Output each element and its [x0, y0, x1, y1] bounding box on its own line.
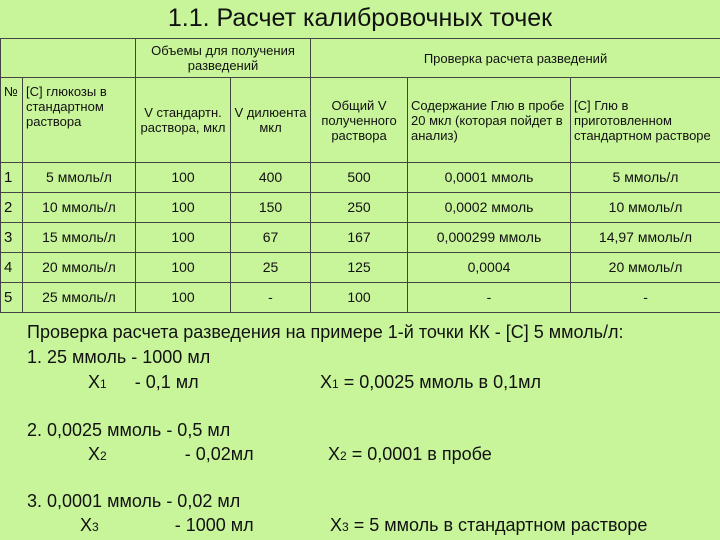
step1-line-a: 1. 25 ммоль - 1000 мл [27, 347, 211, 367]
step2-line-a: 2. 0,0025 ммоль - 0,5 мл [27, 420, 231, 440]
cell-v-total: 167 [311, 223, 408, 253]
cell-conc-prepared: 10 ммоль/л [571, 193, 720, 223]
empty-header-cell [1, 39, 136, 78]
row-number: 4 [1, 253, 23, 283]
cell-v-std: 100 [136, 253, 231, 283]
step3-value: - 1000 мл [174, 515, 254, 535]
step3-result-var: X [330, 515, 343, 535]
group-header-row [1, 39, 720, 78]
cell-conc: 25 ммоль/л [23, 283, 136, 313]
cell-v-dil: 400 [231, 163, 311, 193]
cell-conc-prepared: 5 ммоль/л [571, 163, 720, 193]
cell-content: 0,0001 ммоль [408, 163, 571, 193]
step3-result [330, 515, 647, 536]
step3-result-value: = 5 ммоль в стандартном растворе [353, 515, 648, 535]
column-header-content: Содержание Глю в пробе 20 мкл (которая пойдет в анализ) [408, 78, 571, 163]
calibration-table [0, 38, 720, 313]
table-row [1, 163, 720, 193]
column-header-row [1, 78, 720, 163]
column-header-conc: [C] глюкозы в стандартном раствора [23, 78, 136, 163]
step1-result-var: X [320, 372, 333, 392]
step2-var-sub: 2 [100, 449, 107, 463]
step1-result [320, 372, 541, 393]
calculation-notes [0, 320, 720, 540]
step3-line-a: 3. 0,0001 ммоль - 0,02 мл [27, 491, 241, 511]
page-title: 1.1. Расчет калибровочных точек [167, 4, 553, 32]
step2-line-b [88, 444, 254, 465]
step1-value: - 0,1 мл [134, 372, 199, 392]
cell-conc: 15 ммоль/л [23, 223, 136, 253]
cell-conc: 20 ммоль/л [23, 253, 136, 283]
column-header-v-total: Общий V полученного раствора [311, 78, 408, 163]
table-row [1, 253, 720, 283]
step1-result-value: = 0,0025 ммоль в 0,1мл [343, 372, 541, 392]
step1-var: X [88, 372, 101, 392]
group-header-volumes: Объемы для получения разведений [136, 39, 311, 78]
cell-conc-prepared: 14,97 ммоль/л [571, 223, 720, 253]
cell-v-dil: 25 [231, 253, 311, 283]
cell-v-std: 100 [136, 223, 231, 253]
cell-conc-prepared: - [571, 283, 720, 313]
cell-content: 0,0002 ммоль [408, 193, 571, 223]
column-header-v-dil: V дилюента мкл [231, 78, 311, 163]
step2-value: - 0,02мл [184, 444, 254, 464]
row-number: 3 [1, 223, 23, 253]
cell-v-dil: - [231, 283, 311, 313]
group-header-check: Проверка расчета разведений [311, 39, 720, 78]
step1-line-b [88, 372, 199, 393]
cell-v-std: 100 [136, 283, 231, 313]
cell-conc-prepared: 20 ммоль/л [571, 253, 720, 283]
row-number: 1 [1, 163, 23, 193]
cell-v-total: 250 [311, 193, 408, 223]
table-row [1, 283, 720, 313]
row-number: 5 [1, 283, 23, 313]
cell-v-total: 100 [311, 283, 408, 313]
step2-result-value: = 0,0001 в пробе [351, 444, 492, 464]
column-header-v-std: V стандартн. раствора, мкл [136, 78, 231, 163]
step2-result-var: X [328, 444, 341, 464]
step2-result-sub: 2 [340, 449, 347, 463]
step2-result [328, 444, 492, 465]
notes-intro: Проверка расчета разведения на примере 1-й точки КК - [C] 5 ммоль/л: [27, 322, 624, 342]
step1-result-sub: 1 [332, 377, 339, 391]
cell-conc: 5 ммоль/л [23, 163, 136, 193]
step3-var: X [80, 515, 93, 535]
step1-var-sub: 1 [100, 377, 107, 391]
table-row [1, 223, 720, 253]
cell-content: 0,0004 [408, 253, 571, 283]
cell-v-total: 125 [311, 253, 408, 283]
cell-v-std: 100 [136, 193, 231, 223]
step3-result-sub: 3 [342, 520, 349, 534]
column-header-conc-prepared: [C] Глю в приготовленном стандартном растворе [571, 78, 720, 163]
cell-conc: 10 ммоль/л [23, 193, 136, 223]
column-header-num: № [1, 78, 23, 163]
step3-line-b [80, 515, 254, 536]
step3-var-sub: 3 [92, 520, 99, 534]
cell-content: 0,000299 ммоль [408, 223, 571, 253]
cell-v-dil: 150 [231, 193, 311, 223]
cell-v-std: 100 [136, 163, 231, 193]
cell-v-total: 500 [311, 163, 408, 193]
cell-content: - [408, 283, 571, 313]
step2-var: X [88, 444, 101, 464]
cell-v-dil: 67 [231, 223, 311, 253]
table-row [1, 193, 720, 223]
row-number: 2 [1, 193, 23, 223]
